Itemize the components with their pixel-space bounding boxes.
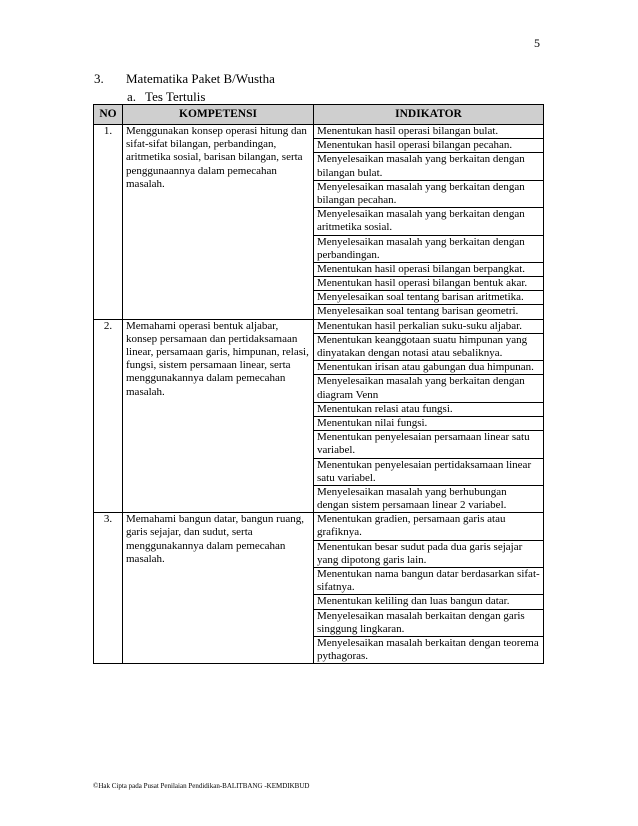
- row-number: 1.: [94, 125, 123, 320]
- row-number: 2.: [94, 319, 123, 513]
- indikator-cell: Menentukan besar sudut pada dua garis sejajar yang dipotong garis lain.: [314, 540, 544, 567]
- indikator-cell: Menyelesaikan masalah yang berkaitan dengan bilangan pecahan.: [314, 180, 544, 207]
- indikator-cell: Menyelesaikan soal tentang barisan aritmetika.: [314, 291, 544, 305]
- section-number: 3.: [94, 71, 104, 86]
- section-title: Matematika Paket B/Wustha: [126, 71, 275, 86]
- indikator-cell: Menentukan relasi atau fungsi.: [314, 402, 544, 416]
- indikator-cell: Menentukan irisan atau gabungan dua himpunan.: [314, 361, 544, 375]
- header-indikator: INDIKATOR: [314, 105, 544, 125]
- table-header-row: [94, 105, 544, 125]
- table-row: [94, 319, 544, 333]
- table-body: [94, 125, 544, 664]
- copyright-footer: ©Hak Cipta pada Pusat Penilaian Pendidikan-BALITBANG -KEMDIKBUD: [93, 782, 310, 790]
- indikator-cell: Menyelesaikan masalah berkaitan dengan garis singgung lingkaran.: [314, 609, 544, 636]
- kompetensi-cell: Menggunakan konsep operasi hitung dan sifat-sifat bilangan, perbandingan, aritmetika sosial, barisan bilangan, serta penggunaannya dalam pemecahan masalah.: [123, 125, 314, 320]
- indikator-cell: Menentukan hasil operasi bilangan pecahan.: [314, 139, 544, 153]
- indikator-cell: Menentukan hasil perkalian suku-suku aljabar.: [314, 319, 544, 333]
- subsection-letter: a.: [127, 89, 137, 104]
- indikator-cell: Menentukan keanggotaan suatu himpunan yang dinyatakan dengan notasi atau sebaliknya.: [314, 333, 544, 360]
- header-no: NO: [94, 105, 123, 125]
- indikator-cell: Menentukan penyelesaian pertidaksamaan linear satu variabel.: [314, 458, 544, 485]
- kompetensi-cell: Memahami bangun datar, bangun ruang, garis sejajar, dan sudut, serta menggunakannya dalam pemecahan masalah.: [123, 513, 314, 664]
- table-row: [94, 125, 544, 139]
- indikator-cell: Menentukan nama bangun datar berdasarkan sifat-sifatnya.: [314, 568, 544, 595]
- indikator-cell: Menentukan hasil operasi bilangan bentuk akar.: [314, 277, 544, 291]
- subsection-heading: [127, 89, 205, 105]
- kompetensi-cell: Memahami operasi bentuk aljabar, konsep persamaan dan pertidaksamaan linear, persamaan garis, himpunan, relasi, fungsi, sistem persamaan linear, serta menggunakannya dalam pemecahan masalah.: [123, 319, 314, 513]
- competency-table: [93, 104, 544, 664]
- subsection-title: Tes Tertulis: [145, 89, 206, 104]
- header-kompetensi: KOMPETENSI: [123, 105, 314, 125]
- indikator-cell: Menyelesaikan masalah yang berkaitan dengan diagram Venn: [314, 375, 544, 402]
- indikator-cell: Menyelesaikan masalah yang berkaitan dengan perbandingan.: [314, 235, 544, 262]
- table-row: [94, 513, 544, 540]
- indikator-cell: Menentukan hasil operasi bilangan berpangkat.: [314, 262, 544, 276]
- indikator-cell: Menentukan penyelesaian persamaan linear satu variabel.: [314, 431, 544, 458]
- row-number: 3.: [94, 513, 123, 664]
- section-heading: [94, 71, 275, 87]
- indikator-cell: Menyelesaikan masalah yang berkaitan dengan bilangan bulat.: [314, 153, 544, 180]
- page-number: 5: [534, 36, 540, 50]
- indikator-cell: Menentukan keliling dan luas bangun datar.: [314, 595, 544, 609]
- indikator-cell: Menentukan nilai fungsi.: [314, 416, 544, 430]
- indikator-cell: Menyelesaikan masalah yang berkaitan dengan aritmetika sosial.: [314, 208, 544, 235]
- indikator-cell: Menentukan hasil operasi bilangan bulat.: [314, 125, 544, 139]
- indikator-cell: Menyelesaikan masalah yang berhubungan dengan sistem persamaan linear 2 variabel.: [314, 485, 544, 512]
- indikator-cell: Menentukan gradien, persamaan garis atau grafiknya.: [314, 513, 544, 540]
- indikator-cell: Menyelesaikan soal tentang barisan geometri.: [314, 305, 544, 319]
- indikator-cell: Menyelesaikan masalah berkaitan dengan teorema pythagoras.: [314, 636, 544, 663]
